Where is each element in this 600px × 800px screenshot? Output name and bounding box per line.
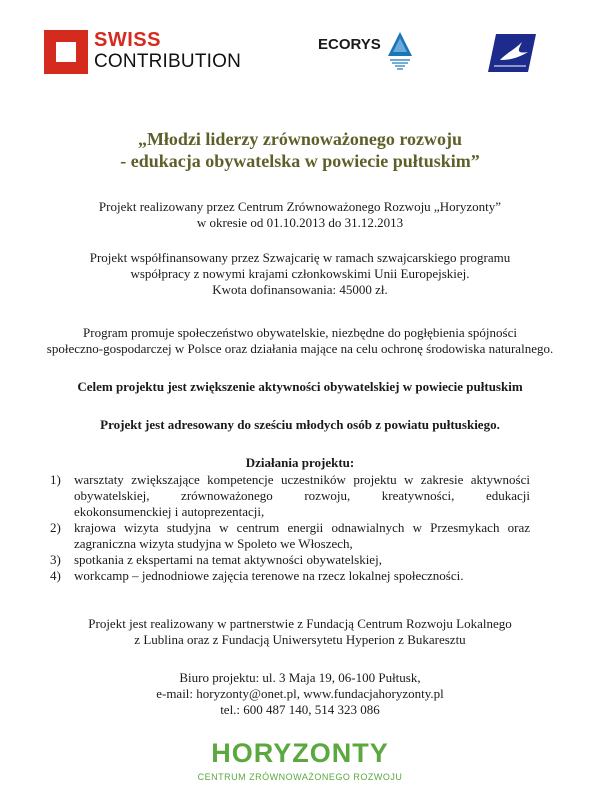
contact-email: e-mail: horyzonty@onet.pl, www.fundacjahoryzonty.pl: [156, 686, 444, 701]
list-item-number: 3): [50, 552, 61, 567]
program-info: [0, 325, 600, 357]
list-item-line: krajowa wizyta studyjna w centrum energii odnawialnych w Przesmykach oraz: [74, 520, 530, 535]
logo-header: [0, 0, 600, 90]
list-item-number: 4): [50, 568, 61, 583]
list-item-number: 1): [50, 472, 61, 487]
ecorys-triangle-icon: [386, 30, 414, 72]
list-item: [50, 568, 530, 584]
program-line-1: Program promuje społeczeństwo obywatelskie, niezbędne do pogłębienia spójności: [83, 325, 517, 340]
list-item-number: 2): [50, 520, 61, 535]
list-item-line: obywatelskiej, zrównoważonego rozwoju, kreatywności, edukacji: [74, 488, 530, 503]
project-line-2: w okresie od 01.10.2013 do 31.12.2013: [196, 215, 404, 230]
horyzonty-logo: [0, 738, 600, 800]
list-item: [50, 520, 530, 552]
title-line-1: „Młodzi liderzy zrównoważonego rozwoju: [137, 129, 463, 149]
funding-line-3: Kwota dofinansowania: 45000 zł.: [212, 282, 388, 297]
funding-line-1: Projekt współfinansowany przez Szwajcarię w ramach szwajcarskiego programu: [89, 250, 511, 265]
contact-address: Biuro projektu: ul. 3 Maja 19, 06-100 Pułtusk,: [179, 670, 421, 685]
list-item-line: ekokonsumenckiej i autoprezentacji,: [74, 504, 265, 519]
list-item-line: spotkania z ekspertami na temat aktywności obywatelskiej,: [74, 552, 382, 567]
funding-line-2: współpracy z nowymi krajami członkowskimi Unii Europejskiej.: [130, 266, 470, 281]
swiss-contribution-logo: [44, 30, 254, 74]
horyzonty-logo-text: HORYZONTY: [211, 738, 389, 768]
actions-heading: Działania projektu:: [245, 455, 355, 470]
program-line-2: społeczno-gospodarczej w Polsce oraz działania mające na celu ochronę środowiska naturalnego.: [46, 341, 554, 356]
title-line-2: - edukacja obywatelska w powiecie pułtuskim”: [120, 151, 480, 171]
partners-info: [0, 616, 600, 648]
swiss-flag-icon: [44, 30, 88, 74]
actions-list: [50, 472, 530, 584]
project-info: [0, 199, 600, 231]
partners-line-1: Projekt jest realizowany w partnerstwie z Fundacją Centrum Rozwoju Lokalnego: [88, 616, 512, 631]
document-title: [0, 128, 600, 172]
partners-line-2: z Lublina oraz z Fundacją Uniwersytetu Hyperion z Bukaresztu: [134, 632, 466, 647]
contact-phone: tel.: 600 487 140, 514 323 086: [220, 702, 380, 717]
ecorys-logo-text: ECORYS: [318, 36, 381, 53]
ecorys-logo: [318, 30, 418, 74]
list-item-line: warsztaty zwiększające kompetencje uczestników projektu w zakresie aktywności: [74, 472, 530, 487]
swiss-logo-line1: SWISS: [94, 29, 161, 51]
list-item: [50, 472, 530, 520]
list-item-line: workcamp – jednodniowe zajęcia terenowe na rzecz lokalnej społeczności.: [74, 568, 464, 583]
project-goal: Celem projektu jest zwiększenie aktywności obywatelskiej w powiecie pułtuskim: [77, 379, 523, 394]
list-item-line: zagraniczna wizyta studyjna w Spoleto we Włoszech,: [74, 536, 353, 551]
contact-info: [0, 670, 600, 718]
horyzonty-logo-subtitle: CENTRUM ZRÓWNOWAŻONEGO ROZWOJU: [197, 772, 403, 782]
swiss-logo-line2: CONTRIBUTION: [94, 51, 242, 72]
project-audience: Projekt jest adresowany do sześciu młodych osób z powiatu pułtuskiego.: [100, 417, 500, 432]
bird-logo-icon: [486, 30, 538, 76]
funding-info: [0, 250, 600, 298]
project-line-1: Projekt realizowany przez Centrum Zrównoważonego Rozwoju „Horyzonty”: [98, 199, 502, 214]
list-item: [50, 552, 530, 568]
